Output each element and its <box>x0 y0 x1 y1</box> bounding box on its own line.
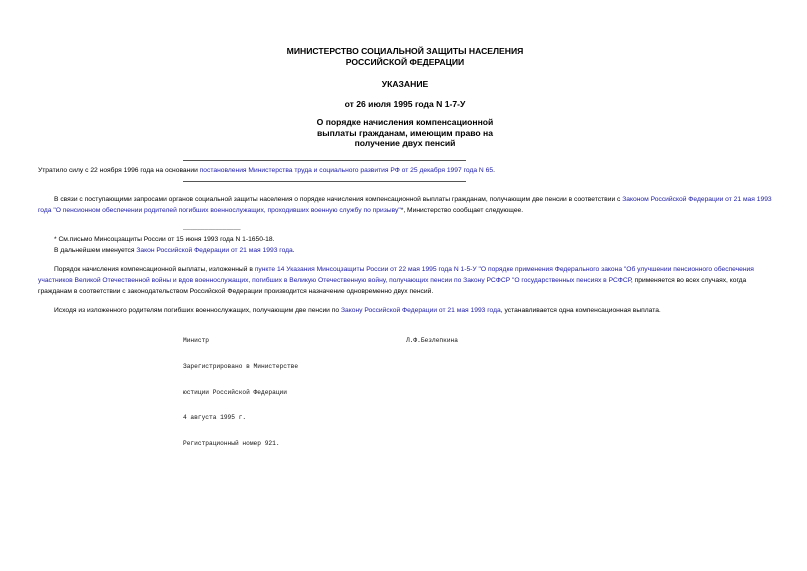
paragraph-3 <box>38 305 773 316</box>
registration-block <box>183 346 298 465</box>
registration-line-3: 4 августа 1995 г. <box>183 414 247 421</box>
title-line-3: получение двух пенсий <box>354 138 456 148</box>
registration-line-4: Регистрационный номер 921. <box>183 439 280 447</box>
status-suffix: . <box>493 167 495 174</box>
para3-text: Исходя из изложенного родителям погибших военнослужащих, получающим две пенсии по <box>54 307 341 314</box>
law-link-2[interactable]: Закону Российской Федерации от 21 мая 1993 года <box>340 307 501 314</box>
para1-text: В связи с поступающими запросами органов социальной защиты населения о порядке начисления компенсационной выплаты гражданам, получающим две пенсии в соответствии с <box>54 196 623 203</box>
footnote-law-link[interactable]: Закон Российской Федерации от 21 мая 1993 года <box>136 247 293 254</box>
para2-text: Порядок начисления компенсационной выплаты, изложенный в <box>54 266 255 273</box>
law-link[interactable]: Законом Российской Федерации от 21 мая 1993 года "О пенсионном обеспечении родителей погибших военнослужащих, проходивших военную службу по призыву" <box>38 196 772 214</box>
para3-text-end: , устанавливается одна компенсационная выплата. <box>500 307 661 314</box>
doc-type: УКАЗАНИЕ <box>381 79 429 89</box>
title-line-2: выплаты гражданам, имеющим право на <box>316 127 494 138</box>
para1-text-end: *, Министерство сообщает следующее. <box>400 207 524 214</box>
document-header <box>200 46 610 67</box>
ministry-line-1: МИНИСТЕРСТВО СОЦИАЛЬНОЙ ЗАЩИТЫ НАСЕЛЕНИЯ <box>286 46 524 56</box>
doc-date-number: от 26 июля 1995 года N 1-7-У <box>344 99 466 109</box>
footnote-separator: ________________ <box>183 224 241 231</box>
signature-name: Л.Ф.Безлепкина <box>406 337 458 344</box>
footnote-2-suffix: . <box>292 247 295 254</box>
title-line-1: О порядке начисления компенсационной <box>316 117 494 127</box>
signature-position: Министр <box>183 337 209 344</box>
bottom-divider <box>183 181 466 182</box>
para2-text-end: , применяется во всех случаях, когда гражданам в соответствии с законодательством Российской Федерации производится назначение одновременно двух пенсий. <box>38 277 747 295</box>
paragraph-2 <box>38 264 773 297</box>
registration-line-1: Зарегистрировано в Министерстве <box>183 363 299 370</box>
paragraph-1 <box>38 194 773 216</box>
status-note <box>38 165 773 176</box>
footnote-1: * См.письмо Минсоцзащиты России от 15 июня 1993 года N 1-1650-18. <box>54 236 275 243</box>
doc-title <box>200 117 610 149</box>
status-prefix: Утратило силу с 22 ноября 1996 года на основании <box>38 167 200 174</box>
footnote-2 <box>54 245 295 256</box>
ministry-line-2: РОССИЙСКОЙ ФЕДЕРАЦИИ <box>345 56 465 67</box>
footnote-2-prefix: В дальнейшем именуется <box>54 247 137 254</box>
registration-line-2: юстиции Российской Федерации <box>183 388 287 396</box>
top-divider <box>183 160 466 161</box>
status-link[interactable]: постановления Министерства труда и социального развития РФ от 25 декабря 1997 года N 65 <box>199 167 494 174</box>
instruction-link[interactable]: пункте 14 Указания Минсоцзащиты России от 22 мая 1995 года N 1-5-У "О порядке применения Федерального закона "Об улучшении пенсионного обеспечения участников Великой Отечественной войны и вдов военнослужащих, погибших в Великую Отечественную войну, получающих пенсии по Закону РСФСР "О государственных пенсиях в РСФСР <box>38 266 754 284</box>
